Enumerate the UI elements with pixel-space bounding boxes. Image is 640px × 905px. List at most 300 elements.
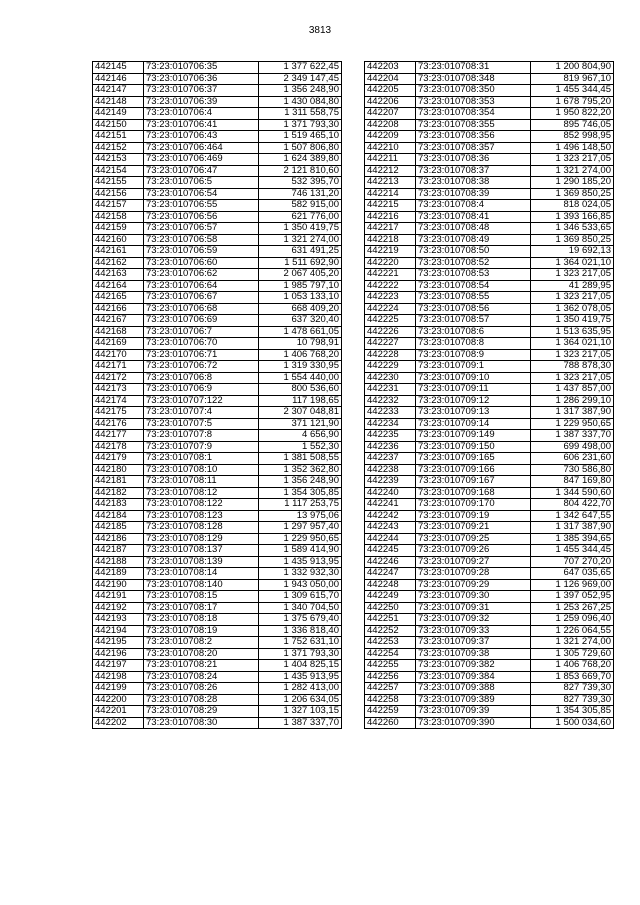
cadastral-number-cell: 73:23:010708:28 xyxy=(144,694,259,706)
value-cell: 1 321 274,00 xyxy=(531,637,614,649)
value-cell: 13 975,06 xyxy=(259,510,342,522)
record-number-cell: 442158 xyxy=(93,211,144,223)
value-cell: 1 430 084,80 xyxy=(259,96,342,108)
cadastral-number-cell: 73:23:010706:35 xyxy=(144,62,259,74)
cadastral-number-cell: 73:23:010709:149 xyxy=(416,430,531,442)
value-cell: 1 437 857,00 xyxy=(531,384,614,396)
table-row xyxy=(93,487,342,499)
cadastral-number-cell: 73:23:010709:166 xyxy=(416,464,531,476)
value-cell: 1 387 337,70 xyxy=(259,717,342,729)
table-row xyxy=(365,717,614,729)
value-cell: 1 352 362,80 xyxy=(259,464,342,476)
value-cell: 1 354 305,85 xyxy=(259,487,342,499)
cadastral-number-cell: 73:23:010708:18 xyxy=(144,614,259,626)
table-row xyxy=(93,522,342,534)
value-cell: 1 397 052,95 xyxy=(531,591,614,603)
table-row xyxy=(365,648,614,660)
table-row xyxy=(93,660,342,672)
table-row xyxy=(93,372,342,384)
record-number-cell: 442218 xyxy=(365,234,416,246)
value-cell: 1 332 932,30 xyxy=(259,568,342,580)
cadastral-number-cell: 73:23:010708:37 xyxy=(416,165,531,177)
value-cell: 1 511 692,90 xyxy=(259,257,342,269)
value-cell: 1 226 064,55 xyxy=(531,625,614,637)
record-number-cell: 442155 xyxy=(93,177,144,189)
cadastral-number-cell: 73:23:010709:389 xyxy=(416,694,531,706)
cadastral-number-cell: 73:23:010706:69 xyxy=(144,315,259,327)
table-row xyxy=(93,246,342,258)
cadastral-number-cell: 73:23:010709:21 xyxy=(416,522,531,534)
table-row xyxy=(93,349,342,361)
record-number-cell: 442216 xyxy=(365,211,416,223)
table-row xyxy=(365,407,614,419)
cadastral-number-cell: 73:23:010708:4 xyxy=(416,200,531,212)
cadastral-number-cell: 73:23:010708:2 xyxy=(144,637,259,649)
value-cell: 1 455 344,45 xyxy=(531,545,614,557)
table-row xyxy=(365,499,614,511)
cadastral-number-cell: 73:23:010709:30 xyxy=(416,591,531,603)
value-cell: 1 406 768,20 xyxy=(531,660,614,672)
value-cell: 1 500 034,60 xyxy=(531,717,614,729)
record-number-cell: 442227 xyxy=(365,338,416,350)
table-row xyxy=(93,257,342,269)
value-cell: 1 385 394,65 xyxy=(531,533,614,545)
record-number-cell: 442181 xyxy=(93,476,144,488)
record-number-cell: 442217 xyxy=(365,223,416,235)
table-row xyxy=(93,361,342,373)
record-number-cell: 442241 xyxy=(365,499,416,511)
value-cell: 1 117 253,75 xyxy=(259,499,342,511)
record-number-cell: 442177 xyxy=(93,430,144,442)
table-row xyxy=(365,533,614,545)
table-row xyxy=(93,142,342,154)
cadastral-number-cell: 73:23:010709:167 xyxy=(416,476,531,488)
record-number-cell: 442209 xyxy=(365,131,416,143)
table-row xyxy=(93,292,342,304)
record-number-cell: 442247 xyxy=(365,568,416,580)
table-row xyxy=(93,96,342,108)
table-row xyxy=(93,62,342,74)
table-row xyxy=(365,384,614,396)
record-number-cell: 442250 xyxy=(365,602,416,614)
value-cell: 1 297 957,40 xyxy=(259,522,342,534)
record-number-cell: 442251 xyxy=(365,614,416,626)
value-cell: 637 320,40 xyxy=(259,315,342,327)
cadastral-number-cell: 73:23:010708:29 xyxy=(144,706,259,718)
cadastral-number-cell: 73:23:010708:356 xyxy=(416,131,531,143)
record-number-cell: 442154 xyxy=(93,165,144,177)
value-cell: 1 377 622,45 xyxy=(259,62,342,74)
table-row xyxy=(365,108,614,120)
table-row xyxy=(365,487,614,499)
record-number-cell: 442254 xyxy=(365,648,416,660)
cadastral-number-cell: 73:23:010708:41 xyxy=(416,211,531,223)
table-row xyxy=(365,177,614,189)
cadastral-number-cell: 73:23:010709:37 xyxy=(416,637,531,649)
cadastral-number-cell: 73:23:010708:52 xyxy=(416,257,531,269)
value-cell: 2 067 405,20 xyxy=(259,269,342,281)
value-cell: 730 586,80 xyxy=(531,464,614,476)
cadastral-number-cell: 73:23:010707:4 xyxy=(144,407,259,419)
value-cell: 1 678 795,20 xyxy=(531,96,614,108)
table-row xyxy=(93,119,342,131)
value-cell: 1 323 217,05 xyxy=(531,349,614,361)
record-number-cell: 442198 xyxy=(93,671,144,683)
value-cell: 1 126 969,00 xyxy=(531,579,614,591)
value-cell: 699 498,00 xyxy=(531,441,614,453)
record-number-cell: 442258 xyxy=(365,694,416,706)
cadastral-number-cell: 73:23:010709:12 xyxy=(416,395,531,407)
cadastral-number-cell: 73:23:010706:71 xyxy=(144,349,259,361)
value-cell: 1 371 793,30 xyxy=(259,119,342,131)
table-row xyxy=(365,591,614,603)
table-row xyxy=(93,384,342,396)
value-cell: 1 364 021,10 xyxy=(531,338,614,350)
cadastral-number-cell: 73:23:010708:57 xyxy=(416,315,531,327)
cadastral-number-cell: 73:23:010708:17 xyxy=(144,602,259,614)
record-number-cell: 442223 xyxy=(365,292,416,304)
value-cell: 1 350 419,75 xyxy=(259,223,342,235)
record-number-cell: 442252 xyxy=(365,625,416,637)
table-row xyxy=(93,637,342,649)
cadastral-number-cell: 73:23:010709:11 xyxy=(416,384,531,396)
cadastral-number-cell: 73:23:010708:26 xyxy=(144,683,259,695)
cadastral-number-cell: 73:23:010706:8 xyxy=(144,372,259,384)
record-number-cell: 442205 xyxy=(365,85,416,97)
cadastral-number-cell: 73:23:010708:20 xyxy=(144,648,259,660)
record-number-cell: 442157 xyxy=(93,200,144,212)
record-number-cell: 442196 xyxy=(93,648,144,660)
table-row xyxy=(93,73,342,85)
table-row xyxy=(93,108,342,120)
table-row xyxy=(365,522,614,534)
record-number-cell: 442186 xyxy=(93,533,144,545)
cadastral-number-cell: 73:23:010706:41 xyxy=(144,119,259,131)
value-cell: 1 305 729,60 xyxy=(531,648,614,660)
table-row xyxy=(93,476,342,488)
cadastral-number-cell: 73:23:010706:9 xyxy=(144,384,259,396)
value-cell: 1 435 913,95 xyxy=(259,556,342,568)
table-row xyxy=(365,326,614,338)
record-number-cell: 442239 xyxy=(365,476,416,488)
table-row xyxy=(93,625,342,637)
cadastral-number-cell: 73:23:010708:56 xyxy=(416,303,531,315)
cadastral-number-cell: 73:23:010708:123 xyxy=(144,510,259,522)
cadastral-number-cell: 73:23:010706:70 xyxy=(144,338,259,350)
record-number-cell: 442224 xyxy=(365,303,416,315)
table-row xyxy=(93,430,342,442)
table-row xyxy=(365,292,614,304)
cadastral-number-cell: 73:23:010706:39 xyxy=(144,96,259,108)
value-cell: 1 356 248,90 xyxy=(259,85,342,97)
table-row xyxy=(365,280,614,292)
cadastral-number-cell: 73:23:010706:56 xyxy=(144,211,259,223)
table-row xyxy=(365,96,614,108)
record-number-cell: 442191 xyxy=(93,591,144,603)
value-cell: 2 349 147,45 xyxy=(259,73,342,85)
cadastral-number-cell: 73:23:010708:10 xyxy=(144,464,259,476)
value-cell: 41 289,95 xyxy=(531,280,614,292)
record-number-cell: 442189 xyxy=(93,568,144,580)
cadastral-number-cell: 73:23:010709:150 xyxy=(416,441,531,453)
record-number-cell: 442208 xyxy=(365,119,416,131)
cadastral-number-cell: 73:23:010708:353 xyxy=(416,96,531,108)
cadastral-number-cell: 73:23:010709:13 xyxy=(416,407,531,419)
cadastral-number-cell: 73:23:010708:139 xyxy=(144,556,259,568)
record-number-cell: 442260 xyxy=(365,717,416,729)
table-row xyxy=(93,223,342,235)
cadastral-number-cell: 73:23:010709:170 xyxy=(416,499,531,511)
table-row xyxy=(93,579,342,591)
record-number-cell: 442235 xyxy=(365,430,416,442)
record-number-cell: 442226 xyxy=(365,326,416,338)
cadastral-number-cell: 73:23:010709:168 xyxy=(416,487,531,499)
cadastral-number-cell: 73:23:010709:39 xyxy=(416,706,531,718)
cadastral-number-cell: 73:23:010708:1 xyxy=(144,453,259,465)
table-row xyxy=(365,131,614,143)
table-row xyxy=(93,464,342,476)
table-row xyxy=(93,315,342,327)
cadastral-number-cell: 73:23:010706:7 xyxy=(144,326,259,338)
value-cell: 1 350 419,75 xyxy=(531,315,614,327)
value-cell: 606 231,60 xyxy=(531,453,614,465)
record-number-cell: 442160 xyxy=(93,234,144,246)
table-row xyxy=(93,418,342,430)
value-cell: 1 507 806,80 xyxy=(259,142,342,154)
record-number-cell: 442210 xyxy=(365,142,416,154)
cadastral-number-cell: 73:23:010709:26 xyxy=(416,545,531,557)
value-cell: 1 286 299,10 xyxy=(531,395,614,407)
value-cell: 1 455 344,45 xyxy=(531,85,614,97)
value-cell: 1 053 133,10 xyxy=(259,292,342,304)
record-number-cell: 442173 xyxy=(93,384,144,396)
cadastral-number-cell: 73:23:010708:8 xyxy=(416,338,531,350)
cadastral-number-cell: 73:23:010709:14 xyxy=(416,418,531,430)
value-cell: 895 746,05 xyxy=(531,119,614,131)
cadastral-number-cell: 73:23:010708:39 xyxy=(416,188,531,200)
cadastral-number-cell: 73:23:010706:64 xyxy=(144,280,259,292)
record-number-cell: 442236 xyxy=(365,441,416,453)
table-row xyxy=(365,441,614,453)
value-cell: 1 943 050,00 xyxy=(259,579,342,591)
value-cell: 1 319 330,95 xyxy=(259,361,342,373)
value-cell: 1 290 185,20 xyxy=(531,177,614,189)
table-row xyxy=(365,73,614,85)
cadastral-number-cell: 73:23:010706:464 xyxy=(144,142,259,154)
value-cell: 1 369 850,25 xyxy=(531,234,614,246)
record-number-cell: 442188 xyxy=(93,556,144,568)
cadastral-number-cell: 73:23:010706:60 xyxy=(144,257,259,269)
table-row xyxy=(93,165,342,177)
value-cell: 1 323 217,05 xyxy=(531,269,614,281)
table-row xyxy=(93,545,342,557)
left-table xyxy=(92,61,342,729)
value-cell: 1 624 389,80 xyxy=(259,154,342,166)
page-number: 3813 xyxy=(308,25,332,36)
value-cell: 804 422,70 xyxy=(531,499,614,511)
cadastral-number-cell: 73:23:010706:469 xyxy=(144,154,259,166)
cadastral-number-cell: 73:23:010708:30 xyxy=(144,717,259,729)
table-row xyxy=(93,568,342,580)
value-cell: 1 589 414,90 xyxy=(259,545,342,557)
table-row xyxy=(93,131,342,143)
table-row xyxy=(93,234,342,246)
right-table xyxy=(364,61,614,729)
record-number-cell: 442230 xyxy=(365,372,416,384)
table-row xyxy=(365,418,614,430)
record-number-cell: 442229 xyxy=(365,361,416,373)
cadastral-number-cell: 73:23:010709:27 xyxy=(416,556,531,568)
table-row xyxy=(365,315,614,327)
value-cell: 2 307 048,81 xyxy=(259,407,342,419)
table-row xyxy=(365,430,614,442)
value-cell: 1 478 661,05 xyxy=(259,326,342,338)
record-number-cell: 442164 xyxy=(93,280,144,292)
value-cell: 819 967,10 xyxy=(531,73,614,85)
value-cell: 10 798,91 xyxy=(259,338,342,350)
table-row xyxy=(93,85,342,97)
value-cell: 1 323 217,05 xyxy=(531,154,614,166)
record-number-cell: 442161 xyxy=(93,246,144,258)
table-row xyxy=(93,211,342,223)
value-cell: 1 371 793,30 xyxy=(259,648,342,660)
record-number-cell: 442237 xyxy=(365,453,416,465)
value-cell: 532 395,70 xyxy=(259,177,342,189)
value-cell: 1 552,30 xyxy=(259,441,342,453)
record-number-cell: 442176 xyxy=(93,418,144,430)
value-cell: 1 323 217,05 xyxy=(531,292,614,304)
table-row xyxy=(365,142,614,154)
record-number-cell: 442195 xyxy=(93,637,144,649)
record-number-cell: 442203 xyxy=(365,62,416,74)
value-cell: 847 169,80 xyxy=(531,476,614,488)
cadastral-number-cell: 73:23:010706:5 xyxy=(144,177,259,189)
value-cell: 827 739,30 xyxy=(531,683,614,695)
value-cell: 1 311 558,75 xyxy=(259,108,342,120)
record-number-cell: 442243 xyxy=(365,522,416,534)
record-number-cell: 442233 xyxy=(365,407,416,419)
record-number-cell: 442253 xyxy=(365,637,416,649)
cadastral-number-cell: 73:23:010709:19 xyxy=(416,510,531,522)
cadastral-number-cell: 73:23:010708:38 xyxy=(416,177,531,189)
value-cell: 1 259 096,40 xyxy=(531,614,614,626)
record-number-cell: 442174 xyxy=(93,395,144,407)
record-number-cell: 442248 xyxy=(365,579,416,591)
value-cell: 1 317 387,90 xyxy=(531,407,614,419)
value-cell: 1 369 850,25 xyxy=(531,188,614,200)
table-row xyxy=(365,476,614,488)
table-row xyxy=(365,223,614,235)
cadastral-number-cell: 73:23:010708:48 xyxy=(416,223,531,235)
cadastral-number-cell: 73:23:010706:55 xyxy=(144,200,259,212)
value-cell: 1 309 615,70 xyxy=(259,591,342,603)
table-row xyxy=(93,326,342,338)
record-number-cell: 442222 xyxy=(365,280,416,292)
table-row xyxy=(365,361,614,373)
cadastral-number-cell: 73:23:010709:390 xyxy=(416,717,531,729)
record-number-cell: 442159 xyxy=(93,223,144,235)
record-number-cell: 442211 xyxy=(365,154,416,166)
cadastral-number-cell: 73:23:010708:355 xyxy=(416,119,531,131)
record-number-cell: 442182 xyxy=(93,487,144,499)
record-number-cell: 442153 xyxy=(93,154,144,166)
table-row xyxy=(93,556,342,568)
record-number-cell: 442170 xyxy=(93,349,144,361)
value-cell: 1 381 508,55 xyxy=(259,453,342,465)
record-number-cell: 442215 xyxy=(365,200,416,212)
cadastral-number-cell: 73:23:010708:15 xyxy=(144,591,259,603)
table-row xyxy=(93,338,342,350)
table-row xyxy=(365,545,614,557)
record-number-cell: 442242 xyxy=(365,510,416,522)
record-number-cell: 442225 xyxy=(365,315,416,327)
value-cell: 1 435 913,95 xyxy=(259,671,342,683)
record-number-cell: 442193 xyxy=(93,614,144,626)
cadastral-number-cell: 73:23:010708:11 xyxy=(144,476,259,488)
cadastral-number-cell: 73:23:010708:55 xyxy=(416,292,531,304)
record-number-cell: 442184 xyxy=(93,510,144,522)
table-row xyxy=(365,188,614,200)
value-cell: 1 327 103,15 xyxy=(259,706,342,718)
record-number-cell: 442200 xyxy=(93,694,144,706)
cadastral-number-cell: 73:23:010706:58 xyxy=(144,234,259,246)
cadastral-number-cell: 73:23:010708:354 xyxy=(416,108,531,120)
cadastral-number-cell: 73:23:010709:32 xyxy=(416,614,531,626)
value-cell: 1 387 337,70 xyxy=(531,430,614,442)
value-cell: 1 229 950,65 xyxy=(531,418,614,430)
table-row xyxy=(365,246,614,258)
record-number-cell: 442150 xyxy=(93,119,144,131)
cadastral-number-cell: 73:23:010709:29 xyxy=(416,579,531,591)
record-number-cell: 442147 xyxy=(93,85,144,97)
cadastral-number-cell: 73:23:010707:9 xyxy=(144,441,259,453)
value-cell: 707 270,20 xyxy=(531,556,614,568)
table-row xyxy=(93,671,342,683)
cadastral-number-cell: 73:23:010706:54 xyxy=(144,188,259,200)
value-cell: 647 035,65 xyxy=(531,568,614,580)
record-number-cell: 442166 xyxy=(93,303,144,315)
cadastral-number-cell: 73:23:010706:43 xyxy=(144,131,259,143)
table-row xyxy=(365,556,614,568)
record-number-cell: 442168 xyxy=(93,326,144,338)
value-cell: 1 752 631,10 xyxy=(259,637,342,649)
record-number-cell: 442151 xyxy=(93,131,144,143)
value-cell: 117 198,65 xyxy=(259,395,342,407)
record-number-cell: 442255 xyxy=(365,660,416,672)
value-cell: 1 340 704,50 xyxy=(259,602,342,614)
table-row xyxy=(93,188,342,200)
record-number-cell: 442219 xyxy=(365,246,416,258)
value-cell: 852 998,95 xyxy=(531,131,614,143)
table-row xyxy=(93,614,342,626)
value-cell: 2 121 810,60 xyxy=(259,165,342,177)
record-number-cell: 442202 xyxy=(93,717,144,729)
value-cell: 1 375 679,40 xyxy=(259,614,342,626)
table-row xyxy=(93,269,342,281)
table-row xyxy=(93,499,342,511)
cadastral-number-cell: 73:23:010709:10 xyxy=(416,372,531,384)
value-cell: 1 336 818,40 xyxy=(259,625,342,637)
record-number-cell: 442256 xyxy=(365,671,416,683)
record-number-cell: 442204 xyxy=(365,73,416,85)
value-cell: 1 342 647,55 xyxy=(531,510,614,522)
table-row xyxy=(365,211,614,223)
value-cell: 1 362 078,05 xyxy=(531,303,614,315)
value-cell: 1 853 669,70 xyxy=(531,671,614,683)
value-cell: 1 321 274,00 xyxy=(531,165,614,177)
record-number-cell: 442192 xyxy=(93,602,144,614)
table-row xyxy=(365,165,614,177)
